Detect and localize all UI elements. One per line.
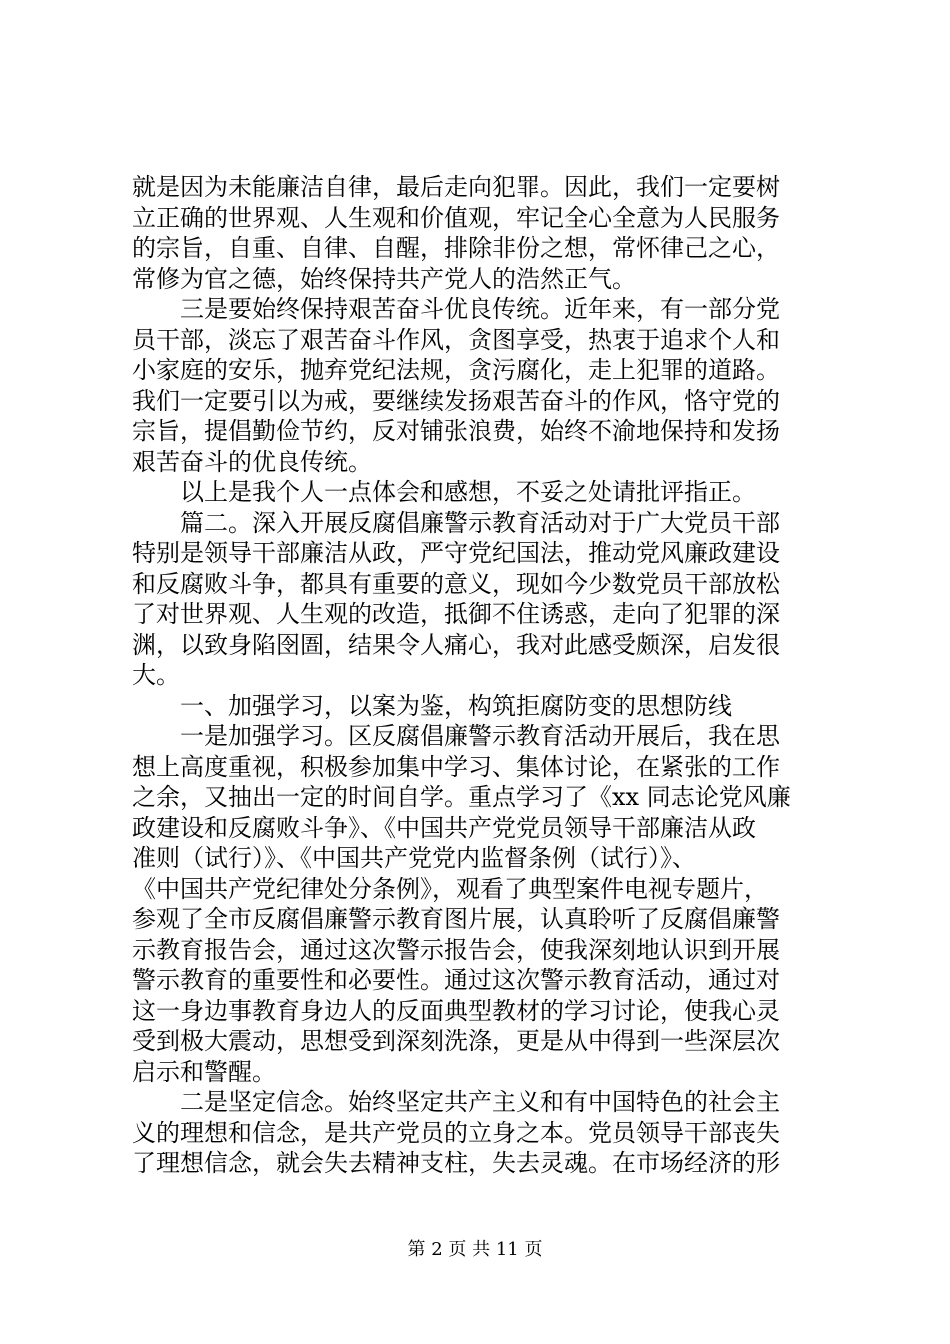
text-line: 篇二。深入开展反腐倡廉警示教育活动对于广大党员干部 [132, 508, 780, 537]
text-line: 义的理想和信念，是共产党员的立身之本。党员领导干部丧失 [132, 1118, 780, 1147]
text-line: 受到极大震动，思想受到深刻洗涤，更是从中得到一些深层次 [132, 1027, 780, 1055]
text-line: 二是坚定信念。始终坚定共产主义和有中国特色的社会主 [132, 1088, 780, 1116]
text-line: 员干部，淡忘了艰苦奋斗作风，贪图享受，热衷于追求个人和 [132, 325, 780, 354]
text-line: 示教育报告会，通过这次警示报告会，使我深刻地认识到开展 [132, 935, 780, 964]
text-line: 了理想信念，就会失去精神支柱，失去灵魂。在市场经济的形 [132, 1149, 780, 1177]
page-footer: 第 2 页 共 11 页 [407, 1239, 543, 1260]
text-line: 立正确的世界观、人生观和价值观，牢记全心全意为人民服务 [132, 203, 780, 232]
text-line: 以上是我个人一点体会和感想，不妥之处请批评指正。 [132, 478, 756, 506]
text-line: 了对世界观、人生观的改造，抵御不住诱惑，走向了犯罪的深 [132, 600, 780, 628]
text-line: 和反腐败斗争，都具有重要的意义，现如今少数党员干部放松 [132, 569, 780, 598]
text-line: 这一身边事教育身边人的反面典型教材的学习讨论，使我心灵 [132, 996, 780, 1025]
text-line: 艰苦奋斗的优良传统。 [132, 447, 372, 476]
text-line: 常修为官之德，始终保持共产党人的浩然正气。 [132, 264, 636, 293]
text-line: 我们一定要引以为戒，要继续发扬艰苦奋斗的作风，恪守党的 [132, 386, 780, 415]
text-line: 小家庭的安乐，抛弃党纪法规，贪污腐化，走上犯罪的道路。 [132, 356, 780, 384]
text-line: 一、加强学习，以案为鉴，构筑拒腐防变的思想防线 [132, 691, 732, 720]
text-line: 的宗旨，自重、自律、自醒，排除非份之想，常怀律己之心， [132, 234, 780, 262]
text-line: 之余，又抽出一定的时间自学。重点学习了《xx 同志论党风廉 [132, 783, 791, 811]
text-line: 特别是领导干部廉洁从政，严守党纪国法，推动党风廉政建设 [132, 539, 780, 567]
text-line: 渊，以致身陷囹圄，结果令人痛心，我对此感受颇深，启发很 [132, 630, 780, 659]
text-line: 大。 [132, 661, 180, 689]
text-line: 宗旨，提倡勤俭节约，反对铺张浪费，始终不渝地保持和发扬 [132, 417, 780, 445]
text-line: 想上高度重视，积极参加集中学习、集体讨论，在紧张的工作 [132, 752, 780, 781]
text-line: 警示教育的重要性和必要性。通过这次警示教育活动，通过对 [132, 966, 780, 994]
text-line: 一是加强学习。区反腐倡廉警示教育活动开展后，我在思 [132, 722, 780, 750]
text-line: 三是要始终保持艰苦奋斗优良传统。近年来，有一部分党 [132, 295, 780, 323]
body-text [132, 172, 832, 1179]
text-line: 参观了全市反腐倡廉警示教育图片展，认真聆听了反腐倡廉警 [132, 905, 780, 933]
text-line: 《中国共产党纪律处分条例》，观看了典型案件电视专题片， [132, 874, 768, 903]
text-line: 政建设和反腐败斗争》、《中国共产党党员领导干部廉洁从政 [132, 813, 756, 842]
text-line: 就是因为未能廉洁自律，最后走向犯罪。因此，我们一定要树 [132, 173, 780, 201]
text-line: 启示和警醒。 [132, 1057, 276, 1086]
text-line: 准则（试行）》、《中国共产党党内监督条例（试行）》、 [132, 844, 696, 872]
